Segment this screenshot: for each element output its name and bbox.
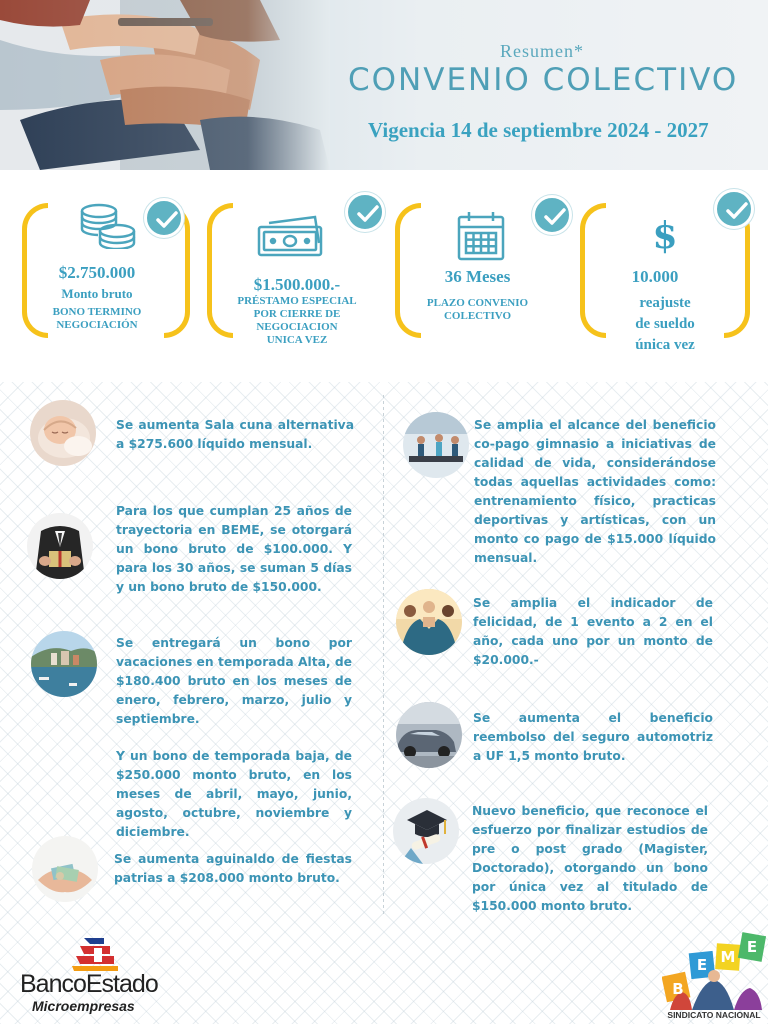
union-label: SINDICATO NACIONAL xyxy=(667,1010,761,1020)
gym-photo xyxy=(403,412,469,478)
money-hands-photo xyxy=(32,836,98,902)
item-nursery-text: Se aumenta Sala cuna alternativa a $275.600 líquido mensual. xyxy=(116,418,354,451)
benefit-card-term xyxy=(395,195,575,345)
term-detail: PLAZO CONVENIO COLECTIVO xyxy=(426,297,529,322)
checkmark-icon xyxy=(345,192,385,232)
union-letter-e2: E xyxy=(746,938,758,956)
union-letter-b: B xyxy=(672,980,684,998)
validity-period: Vigencia 14 de septiembre 2024 - 2027 xyxy=(368,118,709,142)
friends-photo xyxy=(396,589,462,655)
item-vacation-high-text: Se entregará un bono por vacaciones en temporada Alta, de $180.400 bruto en los meses de enero, febrero, marzo, julio y septiembre. xyxy=(116,636,352,726)
coins-icon xyxy=(77,203,139,249)
item-bonus-holidays-text: Se aumenta aguinaldo de fiestas patrias a $208.000 monto bruto. xyxy=(114,852,352,885)
banknote-icon xyxy=(255,215,327,259)
benefit-card-readjust xyxy=(580,195,750,353)
page-title: CONVENIO COLECTIVO xyxy=(348,62,739,98)
term-amount: 36 Meses xyxy=(444,267,511,286)
checkmark-icon xyxy=(144,198,184,238)
gift-photo xyxy=(27,513,93,579)
benefit-card-bonus xyxy=(22,195,190,345)
readjust-amount: 10.000 xyxy=(631,267,679,286)
baby-photo xyxy=(30,400,96,466)
item-happiness-text: Se amplia el indicador de felicidad, de 1 evento a 2 en el año, cada uno por un monto de $20.000.- xyxy=(473,596,713,667)
bancoestado-emblem-icon xyxy=(70,936,118,972)
cars-photo xyxy=(396,702,462,768)
dollar-icon: $ xyxy=(652,215,678,257)
calendar-icon xyxy=(457,211,505,261)
item-insurance-text: Se aumenta el beneficio reembolso del seguro automotriz a UF 1,5 monto bruto. xyxy=(473,711,713,763)
item-vacation-low-text: Y un bono de temporada baja, de $250.000 monto bruto, en los meses de abril, mayo, junio, agosto, octubre, noviembre y diciembre. xyxy=(116,749,352,839)
bank-name: BancoEstado xyxy=(20,970,158,998)
checkmark-icon xyxy=(714,189,754,229)
hands-together-photo xyxy=(0,0,330,170)
graduation-photo xyxy=(393,798,459,864)
item-seniority-text: Para los que cumplan 25 años de trayectoria en BEME, se otorgará un bono bruto de $100.000. Y para los 30 años, se suman 5 días y un bono bruto de $150.000. xyxy=(116,504,352,594)
lake-photo xyxy=(31,631,97,697)
bank-subname: Microempresas xyxy=(32,998,135,1014)
readjust-detail: reajuste de sueldo única vez xyxy=(635,295,695,353)
union-letter-e1: E xyxy=(696,956,708,974)
header-banner xyxy=(0,0,768,170)
bracket-left xyxy=(580,203,606,338)
bonus-label: Monto bruto xyxy=(61,286,133,301)
summary-subtitle: Resumen* xyxy=(500,41,584,61)
benefit-card-loan xyxy=(207,195,382,345)
item-gym-text: Se amplia el alcance del beneficio co-pago gimnasio a iniciativas de calidad de vida, considerándose todas aquellas actividades como: entrenamiento físico, practicas deportivas y artísticas, con un monto co pago de $15.000 líquido mensual. xyxy=(474,418,716,565)
bonus-amount: $2.750.000 xyxy=(58,263,136,282)
union-logo xyxy=(662,930,766,1024)
union-letter-m: M xyxy=(720,948,736,966)
bonus-detail: BONO TERMINO NEGOCIACIÓN xyxy=(52,306,142,331)
bancoestado-logo xyxy=(14,936,174,1016)
loan-amount: $1.500.000.- xyxy=(253,275,341,294)
column-divider xyxy=(383,395,384,915)
checkmark-icon xyxy=(532,195,572,235)
item-studies-text: Nuevo beneficio, que reconoce el esfuerzo por finalizar estudios de pre o post grado (Magister, Doctorado), otorgando un bono por única vez al titulado de $150.000 monto bruto. xyxy=(472,804,708,913)
loan-detail: PRÉSTAMO ESPECIAL POR CIERRE DE NEGOCIACION UNICA VEZ xyxy=(237,295,357,346)
